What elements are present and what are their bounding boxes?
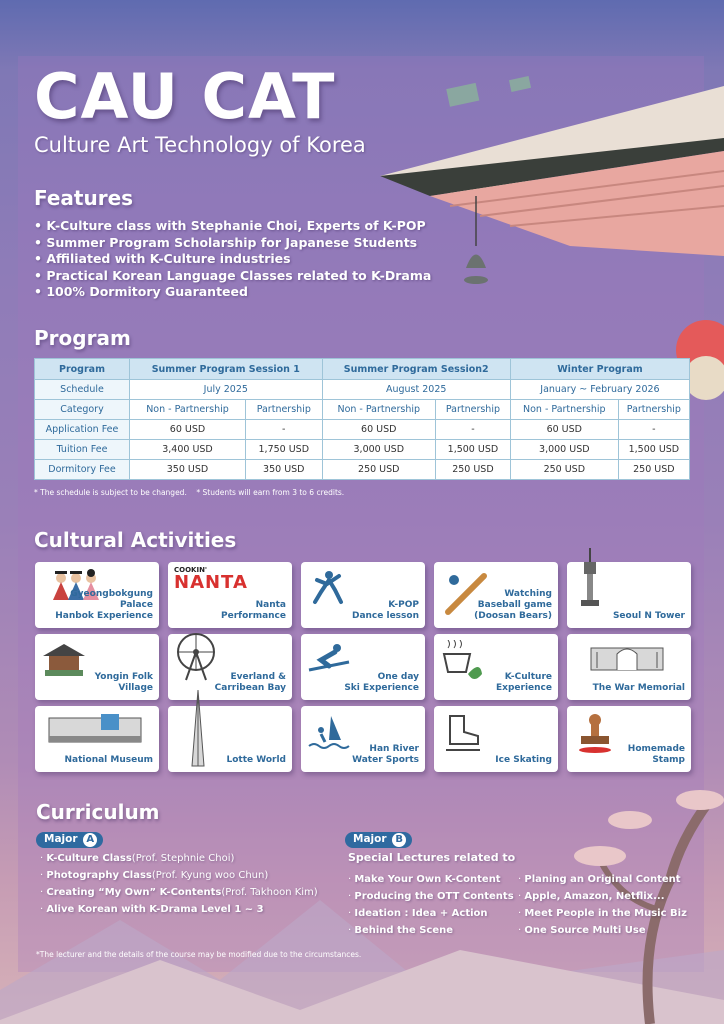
course-name: Photography Class (46, 870, 152, 881)
row-label: Tuition Fee (35, 440, 130, 460)
major-label: Major (353, 833, 387, 845)
activity-card-nanta (168, 562, 292, 628)
list-item (40, 850, 318, 867)
course-prof: (Prof. Stephnie Choi) (131, 853, 235, 864)
column-header: Summer Program Session2 (322, 359, 510, 380)
table-cell: - (435, 420, 510, 440)
list-item (40, 884, 318, 901)
list-item (518, 905, 687, 922)
table-row (35, 440, 690, 460)
list-item (348, 871, 514, 888)
activity-card-seoul-tower (567, 562, 691, 628)
table-cell: Non - Partnership (510, 400, 618, 420)
museum-icon (45, 714, 145, 746)
activity-label: K-POP Dance lesson (351, 600, 419, 621)
activity-card-ski (301, 634, 425, 700)
table-cell: 1,500 USD (618, 440, 689, 460)
feature-item: • Affiliated with K-Culture industries (34, 251, 291, 266)
list-item (518, 888, 687, 905)
activity-label: Yongin Folk Village (94, 672, 153, 693)
nanta-logo-text: NANTA (174, 572, 248, 593)
list-item (348, 905, 514, 922)
seoul-tower-icon (575, 548, 605, 608)
feature-item: • K-Culture class with Stephanie Choi, Experts of K-POP (34, 218, 426, 233)
nanta-logo-icon (174, 566, 248, 592)
table-row (35, 420, 690, 440)
tea-cup-icon (440, 640, 484, 684)
list-item (40, 901, 318, 918)
table-cell: 350 USD (130, 460, 246, 480)
list-item (40, 867, 318, 884)
activity-card-folk-village (35, 634, 159, 700)
table-cell: January ~ February 2026 (510, 380, 689, 400)
lecture-name: Make Your Own K-Content (354, 874, 501, 885)
list-item (348, 922, 514, 939)
war-memorial-icon (587, 640, 667, 674)
list-item (518, 922, 687, 939)
activity-label: Han River Water Sports (352, 744, 419, 765)
activity-label: Ice Skating (495, 755, 552, 765)
table-cell: - (245, 420, 322, 440)
activity-label: Everland & Carribean Bay (214, 672, 286, 693)
page-title: CAU CAT (34, 60, 336, 133)
ice-skate-icon (440, 712, 484, 756)
table-cell: August 2025 (322, 380, 510, 400)
activity-card-kpop (301, 562, 425, 628)
major-letter: A (83, 833, 97, 847)
table-cell: 60 USD (322, 420, 435, 440)
feature-text: Summer Program Scholarship for Japanese Students (46, 234, 418, 250)
table-cell: 1,500 USD (435, 440, 510, 460)
windsurf-icon (307, 712, 351, 756)
folk-village-icon (41, 640, 87, 680)
activity-label: Lotte World (226, 755, 286, 765)
activity-label: Seoul N Tower (612, 611, 685, 621)
activity-label: K-Culture Experience (496, 672, 552, 693)
table-cell: Partnership (245, 400, 322, 420)
table-cell: 250 USD (322, 460, 435, 480)
activity-label: Homemade Stamp (627, 744, 685, 765)
lecture-name: One Source Multi Use (524, 925, 646, 936)
course-prof: (Prof. Kyung woo Chun) (151, 870, 269, 881)
table-cell: 3,000 USD (510, 440, 618, 460)
lecture-name: Ideation : Idea + Action (354, 908, 488, 919)
ferris-wheel-icon (174, 630, 218, 684)
table-cell: Non - Partnership (130, 400, 246, 420)
activity-label: Nanta Performance (221, 600, 286, 621)
activity-card-kculture (434, 634, 558, 700)
table-cell: 3,400 USD (130, 440, 246, 460)
major-b-list-2 (518, 871, 687, 939)
activity-card-ice-skating (434, 706, 558, 772)
lotte-tower-icon (188, 690, 208, 770)
feature-item: • Practical Korean Language Classes related to K-Drama (34, 267, 432, 283)
feature-item: • Summer Program Scholarship for Japanese Students (34, 234, 418, 250)
activity-card-lotte-world (168, 706, 292, 772)
lecture-name: Producing the OTT Contents (354, 891, 514, 902)
special-lectures-title: Special Lectures related to (348, 851, 516, 864)
activity-card-gyeongbokgung (35, 562, 159, 628)
table-cell: 250 USD (618, 460, 689, 480)
activity-card-han-river (301, 706, 425, 772)
table-cell: 60 USD (510, 420, 618, 440)
nanta-logo-small-text: COOKIN' (174, 566, 208, 574)
row-label: Dormitory Fee (35, 460, 130, 480)
features-heading: Features (34, 186, 134, 210)
course-prof: (Prof. Takhoon Kim) (221, 887, 318, 898)
table-cell: 3,000 USD (322, 440, 435, 460)
curriculum-footnote: *The lecturer and the details of the course may be modified due to the circumstances. (36, 950, 362, 959)
program-table (34, 358, 690, 480)
table-row (35, 400, 690, 420)
table-cell: 1,750 USD (245, 440, 322, 460)
activity-card-national-museum (35, 706, 159, 772)
course-name: Creating “My Own” K-Contents (46, 887, 222, 898)
table-row (35, 460, 690, 480)
course-name: Alive Korean with K-Drama Level 1 ~ 3 (46, 904, 264, 915)
table-row (35, 380, 690, 400)
table-cell: Non - Partnership (322, 400, 435, 420)
activities-heading: Cultural Activities (34, 528, 237, 552)
feature-text: Affiliated with K-Culture industries (46, 251, 291, 266)
table-cell: July 2025 (130, 380, 323, 400)
column-header: Program (35, 359, 130, 380)
table-header-row (35, 359, 690, 380)
list-item (518, 871, 687, 888)
major-a-badge (36, 832, 103, 848)
activity-label: National Museum (64, 755, 153, 765)
blossom-decoration (684, 356, 724, 400)
stamp-icon (573, 712, 617, 756)
table-cell: - (618, 420, 689, 440)
lecture-name: Apple, Amazon, Netflix... (524, 891, 665, 902)
table-cell: Partnership (618, 400, 689, 420)
column-header: Winter Program (510, 359, 689, 380)
major-b-badge (345, 832, 412, 848)
feature-text: 100% Dormitory Guaranteed (46, 284, 248, 299)
activity-card-war-memorial (567, 634, 691, 700)
activity-label: One day Ski Experience (344, 672, 419, 693)
activity-label: The War Memorial (592, 683, 685, 693)
table-cell: 350 USD (245, 460, 322, 480)
program-note: * The schedule is subject to be changed. * Students will earn from 3 to 6 credits. (34, 488, 345, 497)
major-label: Major (44, 833, 78, 845)
program-heading: Program (34, 326, 131, 350)
major-b-list-1 (348, 871, 514, 939)
major-letter: B (392, 833, 406, 847)
dancer-icon (307, 568, 347, 608)
table-cell: 60 USD (130, 420, 246, 440)
features-list (34, 218, 431, 301)
feature-text: K-Culture class with Stephanie Choi, Experts of K-POP (46, 218, 426, 233)
lecture-name: Planing an Original Content (524, 874, 681, 885)
row-label: Category (35, 400, 130, 420)
column-header: Summer Program Session 1 (130, 359, 323, 380)
row-label: Schedule (35, 380, 130, 400)
page-subtitle: Culture Art Technology of Korea (34, 133, 366, 157)
lecture-name: Behind the Scene (354, 925, 454, 936)
feature-item: • 100% Dormitory Guaranteed (34, 284, 248, 299)
curriculum-heading: Curriculum (36, 800, 160, 824)
activity-label: Gyeongbokgung Palace Hanbok Experience (55, 589, 153, 621)
feature-text: Practical Korean Language Classes related to K-Drama (46, 267, 432, 283)
activity-card-everland (168, 634, 292, 700)
table-cell: 250 USD (435, 460, 510, 480)
table-cell: Partnership (435, 400, 510, 420)
activity-card-baseball (434, 562, 558, 628)
course-name: K-Culture Class (46, 853, 132, 864)
list-item (348, 888, 514, 905)
lecture-name: Meet People in the Music Biz (524, 908, 687, 919)
activity-label: Watching Baseball game (Doosan Bears) (474, 589, 552, 621)
major-a-list (40, 850, 318, 918)
table-cell: 250 USD (510, 460, 618, 480)
row-label: Application Fee (35, 420, 130, 440)
